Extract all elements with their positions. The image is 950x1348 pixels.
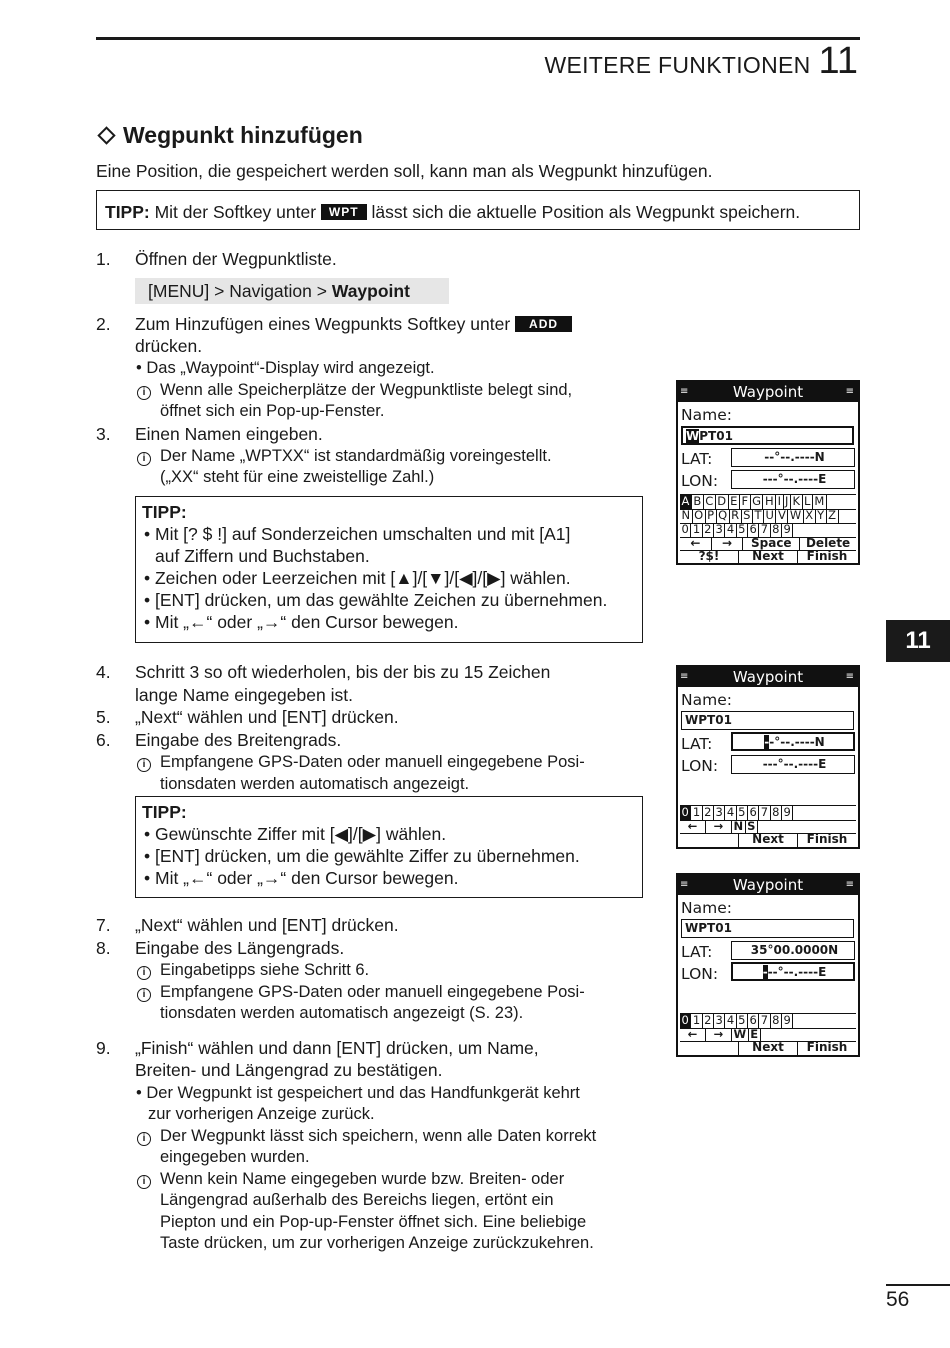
section-title	[96, 124, 363, 146]
chapter-header	[544, 40, 858, 82]
lcd-key: K	[791, 495, 803, 509]
lcd-lon-label: LON:	[681, 472, 719, 490]
lcd-keyboard-row	[680, 495, 827, 509]
info-text: Taste drücken, um zur vorherigen Anzeige zurückzukehren.	[160, 1234, 594, 1252]
lcd-softkey-finish: Finish	[806, 549, 848, 563]
lcd-softkey-row	[680, 1041, 856, 1055]
chapter-number: 11	[818, 40, 858, 82]
chapter-title: WEITERE FUNKTIONEN	[544, 52, 811, 78]
step-number: 7.	[96, 915, 111, 935]
step-text: Schritt 3 so oft wiederholen, bis der bis zu 15 Zeichen	[135, 662, 551, 682]
lcd-key: 9	[782, 806, 793, 820]
page-number: 56	[886, 1288, 910, 1311]
menu-path	[135, 278, 449, 304]
info-icon: i	[137, 1132, 151, 1146]
menu-path-target: Waypoint	[331, 281, 410, 301]
menu-path-prefix: [MENU] > Navigation >	[148, 281, 332, 301]
info-line	[137, 959, 369, 981]
tip-box-name	[135, 496, 643, 643]
lcd-name-value: PT01	[699, 429, 733, 443]
lcd-lat-field: --°--.----N	[731, 448, 855, 467]
lcd-screen-latitude-entry	[676, 665, 860, 849]
lcd-key: 5	[737, 1014, 748, 1028]
lcd-key: 4	[725, 523, 736, 537]
lcd-key: O	[693, 509, 706, 523]
lcd-key: 2	[703, 806, 714, 820]
lcd-softkey-blank	[680, 1041, 739, 1055]
lcd-key: 5	[737, 523, 748, 537]
lcd-key: N	[732, 820, 746, 834]
info-text: Der Name „WPTXX“ ist standardmäßig voreingestellt.	[160, 447, 552, 465]
lcd-lon-field	[731, 962, 855, 981]
lcd-title-bar	[678, 667, 858, 687]
lcd-softkey-finish: Finish	[806, 832, 848, 846]
tip-item: • Gewünschte Ziffer mit [◀]/[▶] wählen.	[144, 824, 447, 844]
lcd-name-label: Name:	[681, 691, 732, 709]
lcd-name-field: WPT01	[681, 919, 854, 938]
info-icon: i	[137, 452, 151, 466]
info-text: eingegeben wurden.	[160, 1148, 310, 1166]
lcd-key: M	[813, 495, 827, 509]
step-number: 3.	[96, 424, 111, 444]
menu-lines-icon: ≡	[680, 386, 689, 397]
lcd-key-left: ←	[680, 1028, 706, 1042]
page-rule	[886, 1284, 950, 1286]
lcd-key: I	[776, 495, 783, 509]
lcd-keyboard-row	[680, 1028, 761, 1042]
lcd-softkey-delete: Delete	[805, 536, 851, 550]
lcd-name-field: WPT01	[681, 711, 854, 730]
lcd-keyboard-row	[680, 523, 793, 537]
lcd-lat-label: LAT:	[681, 943, 713, 961]
lcd-key: V	[776, 509, 788, 523]
info-icon: i	[137, 988, 151, 1002]
step-number: 5.	[96, 707, 111, 727]
lcd-key: 8	[771, 523, 782, 537]
lcd-key: D	[716, 495, 729, 509]
tip-item: • [ENT] drücken, um das gewählte Zeichen zu übernehmen.	[144, 590, 608, 610]
lcd-key: 6	[748, 1014, 759, 1028]
lcd-key-left: ←	[680, 820, 706, 834]
info-text: öffnet sich ein Pop-up-Fenster.	[160, 402, 385, 420]
tip-label: TIPP:	[105, 202, 150, 222]
lcd-softkey-next: Next	[739, 1041, 798, 1055]
step-number: 2.	[96, 314, 111, 334]
lcd-key: P	[706, 509, 717, 523]
lcd-key: W	[788, 509, 803, 523]
lcd-key: 5	[737, 806, 748, 820]
diamond-icon	[97, 126, 115, 144]
info-text: („XX“ steht für eine zweistellige Zahl.)	[160, 468, 435, 486]
lcd-softkey-finish: Finish	[806, 1040, 848, 1054]
lcd-title-bar	[678, 875, 858, 895]
section-intro: Eine Position, die gespeichert werden soll, kann man als Wegpunkt hinzufügen.	[96, 161, 713, 181]
tip-text-after: lässt sich die aktuelle Position als Wegpunkt speichern.	[366, 202, 801, 222]
lcd-lon-value: --°--.----E	[767, 965, 827, 979]
lcd-key: X	[804, 509, 816, 523]
lcd-key: 6	[748, 523, 759, 537]
lcd-key: 0	[680, 806, 691, 820]
tip-item: • Mit „←“ oder „→“ den Cursor bewegen.	[144, 868, 459, 888]
lcd-key: U	[764, 509, 776, 523]
lcd-key: E	[729, 495, 740, 509]
menu-lines-icon: ≡	[680, 671, 689, 682]
tip-box-top	[96, 190, 860, 230]
step-text: Öffnen der Wegpunktliste.	[135, 249, 337, 269]
lcd-key: C	[704, 495, 716, 509]
lcd-key: 7	[759, 1014, 770, 1028]
lcd-name-label: Name:	[681, 899, 732, 917]
lcd-key: 7	[759, 523, 770, 537]
tip-text: Mit der Softkey unter	[149, 202, 321, 222]
tip-item: auf Ziffern und Buchstaben.	[155, 546, 370, 566]
lcd-key-right: →	[706, 820, 732, 834]
info-line	[137, 981, 585, 1003]
step-number: 8.	[96, 938, 111, 958]
lcd-key: H	[763, 495, 776, 509]
bullet-text: zur vorherigen Anzeige zurück.	[148, 1105, 375, 1123]
step-number: 4.	[96, 662, 111, 682]
lcd-lat-label: LAT:	[681, 450, 713, 468]
step-text: Eingabe des Breitengrads.	[135, 730, 342, 750]
lcd-key: 0	[680, 1014, 691, 1028]
menu-lines-icon: ≡	[845, 671, 854, 682]
tip-title: TIPP:	[142, 802, 187, 822]
lcd-cursor: W	[686, 429, 700, 443]
tip-item: • [ENT] drücken, um die gewählte Ziffer zu übernehmen.	[144, 846, 580, 866]
lcd-title: Waypoint	[732, 383, 804, 401]
lcd-key: Z	[827, 509, 839, 523]
lcd-key: 4	[725, 806, 736, 820]
info-text: Eingabetipps siehe Schritt 6.	[160, 961, 370, 979]
lcd-softkey-left: ←	[680, 537, 712, 551]
lcd-softkey-right: →	[712, 537, 744, 551]
lcd-key: A	[680, 495, 692, 509]
lcd-key: S	[742, 509, 753, 523]
lcd-key-right: →	[706, 1028, 732, 1042]
info-line	[137, 1168, 564, 1190]
lcd-key: 9	[782, 1014, 793, 1028]
lcd-keyboard-row	[680, 509, 839, 523]
step-text: Breiten- und Längengrad zu bestätigen.	[135, 1060, 443, 1080]
lcd-key: 9	[782, 523, 793, 537]
section-title-text: Wegpunkt hinzufügen	[123, 122, 363, 148]
lcd-keyboard-row	[680, 820, 758, 834]
info-icon: i	[137, 386, 151, 400]
lcd-lon-field: ---°--.----E	[731, 470, 855, 489]
lcd-key: E	[749, 1028, 761, 1042]
lcd-keyboard-row	[680, 806, 793, 820]
menu-lines-icon: ≡	[845, 879, 854, 890]
step-text-part: Zum Hinzufügen eines Wegpunkts Softkey unter	[135, 314, 516, 334]
lcd-softkey-space: Space	[743, 537, 800, 551]
tip-item: • Mit „←“ oder „→“ den Cursor bewegen.	[144, 612, 459, 632]
lcd-keyboard-row	[680, 1014, 793, 1028]
lcd-key: R	[730, 509, 742, 523]
lcd-softkey-next: Next	[739, 833, 798, 847]
lcd-key: 1	[691, 523, 702, 537]
lcd-lat-label: LAT:	[681, 735, 713, 753]
info-text: tionsdaten werden automatisch angezeigt (S. 23).	[160, 1004, 524, 1022]
info-text: Der Wegpunkt lässt sich speichern, wenn alle Daten korrekt	[160, 1127, 597, 1145]
tip-item: • Zeichen oder Leerzeichen mit [▲]/[▼]/[◀]/[▶] wählen.	[144, 568, 571, 588]
lcd-softkey-blank	[680, 833, 739, 847]
step-text: Eingabe des Längengrads.	[135, 938, 345, 958]
lcd-lon-label: LON:	[681, 965, 719, 983]
step-text: lange Name eingegeben ist.	[135, 685, 353, 705]
lcd-screen-longitude-entry	[676, 873, 860, 1057]
info-text: Piepton und ein Pop-up-Fenster öffnet sich. Eine beliebige	[160, 1213, 587, 1231]
lcd-key: 2	[703, 523, 714, 537]
step-number: 1.	[96, 249, 111, 269]
lcd-lon-field: ---°--.----E	[731, 755, 855, 774]
info-icon: i	[137, 966, 151, 980]
lcd-title: Waypoint	[732, 668, 804, 686]
softkey-add: ADD	[515, 316, 572, 332]
lcd-cursor: -	[762, 965, 768, 979]
info-line	[137, 1125, 596, 1147]
lcd-key: 8	[771, 806, 782, 820]
step-text: „Finish“ wählen und dann [ENT] drücken, um Name,	[135, 1038, 539, 1058]
step-text: drücken.	[135, 336, 203, 356]
lcd-screen-name-entry	[676, 380, 860, 565]
bullet-text: • Der Wegpunkt ist gespeichert und das Handfunkgerät kehrt	[136, 1084, 580, 1102]
info-text: Empfangene GPS-Daten oder manuell eingegebene Posi-	[160, 983, 585, 1001]
lcd-softkey-symbols: ?$!	[680, 550, 739, 564]
softkey-wpt: WPT	[321, 204, 367, 220]
lcd-key: B	[692, 495, 704, 509]
step-text: „Next“ wählen und [ENT] drücken.	[135, 707, 399, 727]
lcd-key: G	[751, 495, 764, 509]
lcd-key: 7	[759, 806, 770, 820]
info-text: Längengrad außerhalb des Bereichs liegen, ertönt ein	[160, 1191, 554, 1209]
lcd-key: N	[680, 509, 693, 523]
lcd-lat-value: -°--.----N	[769, 735, 825, 749]
lcd-name-field	[681, 426, 854, 445]
lcd-key: F	[740, 495, 751, 509]
info-icon: i	[137, 758, 151, 772]
lcd-key: 3	[714, 1014, 725, 1028]
info-text: Wenn kein Name eingegeben wurde bzw. Breiten- oder	[160, 1170, 565, 1188]
lcd-key: 1	[691, 1014, 702, 1028]
lcd-cursor: -	[764, 735, 770, 749]
info-text: Wenn alle Speicherplätze der Wegpunktliste belegt sind,	[160, 381, 573, 399]
lcd-key: Y	[816, 509, 827, 523]
tip-box-latitude	[135, 796, 643, 898]
lcd-key: 6	[748, 806, 759, 820]
step-number: 6.	[96, 730, 111, 750]
bullet-text: • Das „Waypoint“-Display wird angezeigt.	[136, 359, 435, 377]
lcd-key: 3	[714, 523, 725, 537]
lcd-key: 8	[771, 1014, 782, 1028]
tip-title: TIPP:	[142, 502, 187, 522]
info-line	[137, 751, 585, 773]
lcd-title-bar	[678, 382, 858, 402]
step-text	[135, 313, 572, 335]
lcd-softkey-row	[680, 833, 856, 847]
info-line	[137, 379, 572, 401]
step-number: 9.	[96, 1038, 111, 1058]
lcd-name-label: Name:	[681, 406, 732, 424]
lcd-lat-field	[731, 732, 855, 751]
lcd-key: 4	[725, 1014, 736, 1028]
tip-item: • Mit [? $ !] auf Sonderzeichen umschalten und mit [A1]	[144, 524, 571, 544]
lcd-softkey-row	[680, 550, 856, 564]
lcd-key: J	[784, 495, 791, 509]
lcd-key: 1	[691, 806, 702, 820]
lcd-key: T	[753, 509, 764, 523]
lcd-key: L	[803, 495, 813, 509]
lcd-key: S	[746, 820, 758, 834]
chapter-tab: 11	[886, 620, 950, 662]
info-icon: i	[137, 1175, 151, 1189]
lcd-key: 0	[680, 523, 691, 537]
lcd-key: W	[732, 1028, 749, 1042]
top-rule	[96, 37, 860, 40]
info-line	[137, 445, 552, 467]
menu-lines-icon: ≡	[845, 386, 854, 397]
menu-lines-icon: ≡	[680, 879, 689, 890]
lcd-key: Q	[717, 509, 730, 523]
lcd-key: 2	[703, 1014, 714, 1028]
step-text: „Next“ wählen und [ENT] drücken.	[135, 915, 399, 935]
lcd-title: Waypoint	[732, 876, 804, 894]
info-text: tionsdaten werden automatisch angezeigt.	[160, 775, 470, 793]
lcd-lon-label: LON:	[681, 757, 719, 775]
lcd-lat-field: 35°00.0000N	[731, 941, 855, 960]
info-text: Empfangene GPS-Daten oder manuell eingegebene Posi-	[160, 753, 585, 771]
lcd-softkey-next: Next	[739, 550, 798, 564]
step-text: Einen Namen eingeben.	[135, 424, 323, 444]
lcd-key: 3	[714, 806, 725, 820]
